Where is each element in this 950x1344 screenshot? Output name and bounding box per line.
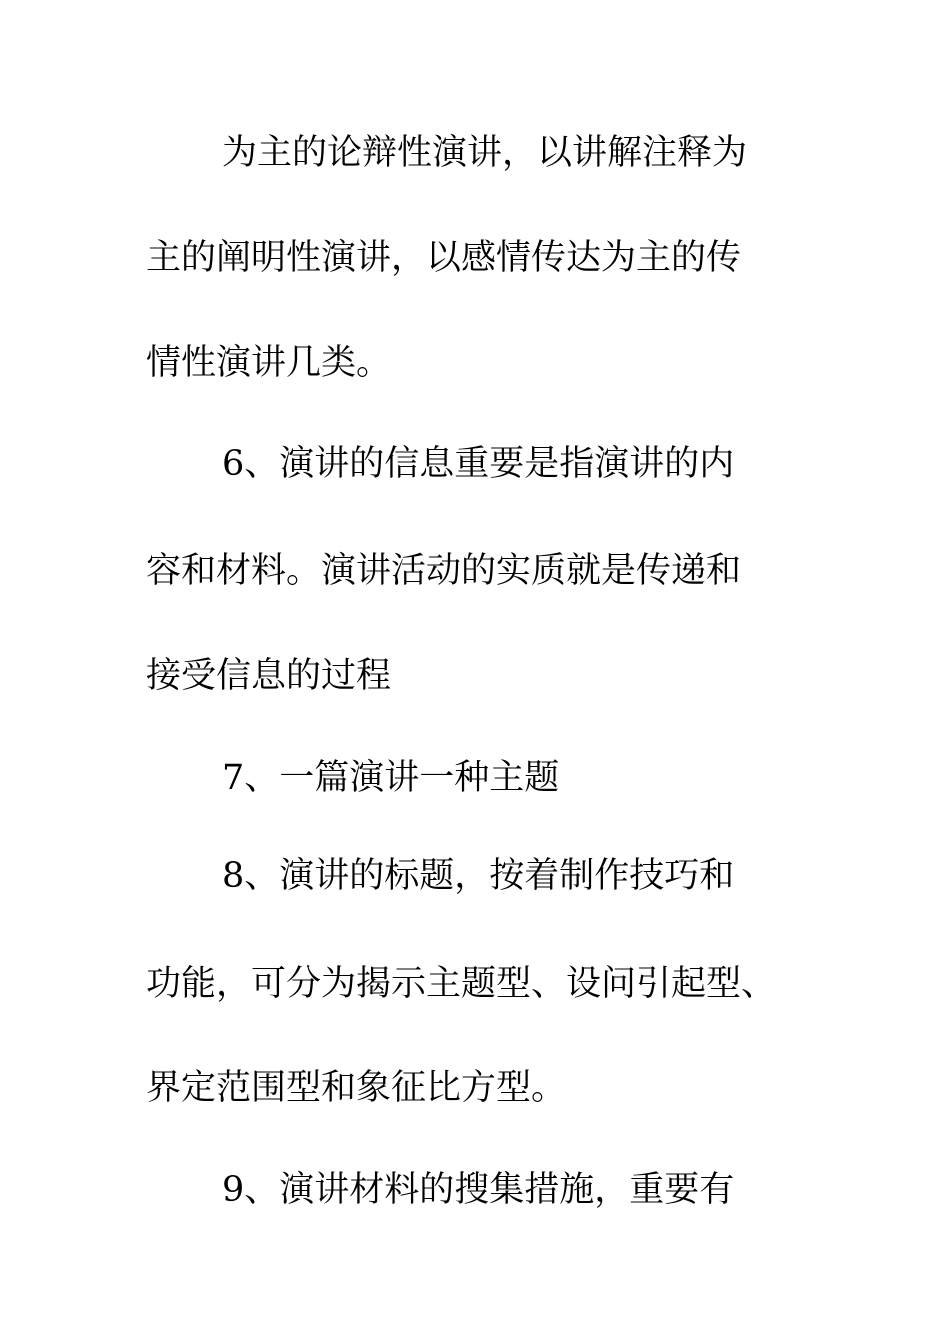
text-line-10: 界定范围型和象征比方型。	[146, 1068, 567, 1108]
text-line-11: 9、演讲材料的搜集措施，重要有	[222, 1170, 735, 1210]
text-line-7: 7、一篇演讲一种主题	[222, 758, 560, 798]
text-line-3: 情性演讲几类。	[146, 343, 392, 383]
text-line-4: 6、演讲的信息重要是指演讲的内	[222, 444, 735, 484]
text-line-2: 主的阐明性演讲，以感情传达为主的传	[146, 238, 742, 278]
text-line-9: 功能，可分为揭示主题型、设问引起型、	[146, 964, 777, 1004]
text-line-8: 8、演讲的标题，按着制作技巧和	[222, 856, 735, 896]
text-line-6: 接受信息的过程	[146, 656, 392, 696]
text-line-5: 容和材料。演讲活动的实质就是传递和	[146, 551, 742, 591]
text-line-1: 为主的论辩性演讲，以讲解注释为	[222, 133, 748, 173]
